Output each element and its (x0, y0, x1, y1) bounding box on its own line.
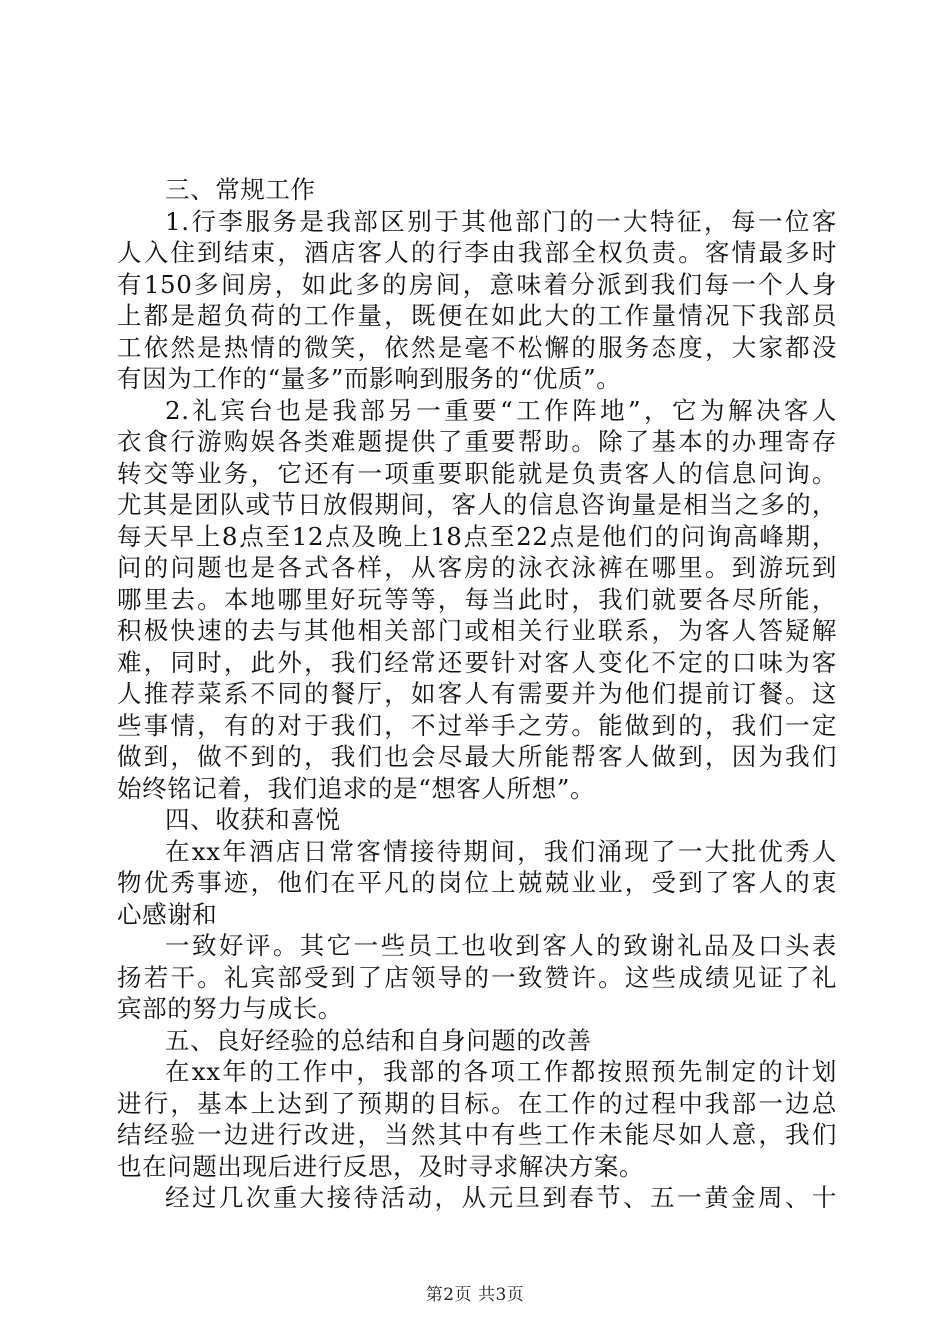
paragraph-line: 积极快速的去与其他相关部门或相关行业联系，为客人答疑解 (117, 616, 837, 645)
paragraph-line: 转交等业务，它还有一项重要职能就是负责客人的信息问询。 (117, 458, 837, 488)
paragraph-line: 人推荐菜系不同的餐厅，如客人有需要并为他们提前订餐。这 (117, 679, 837, 708)
page-number-footer: 第2页 共3页 (425, 1285, 525, 1305)
paragraph-line: 工依然是热情的微笑，依然是毫不松懈的服务态度，大家都没 (117, 332, 837, 362)
paragraph-line: 心感谢和 (117, 899, 218, 929)
section-heading-5: 五、良好经验的总结和自身问题的改善 (165, 1025, 592, 1055)
paragraph-line: 些事情，有的对于我们，不过举手之劳。能做到的，我们一定 (117, 710, 837, 740)
paragraph-line: 经过几次重大接待活动，从元旦到春节、五一黄金周、十 (165, 1183, 837, 1212)
paragraph-line: 2.礼宾台也是我部另一重要“工作阵地”，它为解决客人 (165, 395, 837, 425)
paragraph-line: 在xx年酒店日常客情接待期间，我们涌现了一大批优秀人 (165, 836, 837, 866)
paragraph-line: 做到，做不到的，我们也会尽最大所能帮客人做到，因为我们 (117, 742, 837, 771)
section-heading-4: 四、收获和喜悦 (165, 805, 341, 834)
paragraph-line: 在xx年的工作中，我部的各项工作都按照预先制定的计划 (165, 1057, 837, 1086)
paragraph-line: 有因为工作的“量多”而影响到服务的“优质”。 (117, 364, 622, 393)
paragraph-line: 物优秀事迹，他们在平凡的岗位上兢兢业业，受到了客人的衷 (117, 868, 837, 897)
paragraph-line: 1.行李服务是我部区别于其他部门的一大特征，每一位客 (165, 206, 837, 236)
section-heading-3: 三、常规工作 (165, 175, 316, 204)
paragraph-line: 结经验一边进行改进，当然其中有些工作未能尽如人意，我们 (117, 1120, 837, 1149)
paragraph-line: 也在问题出现后进行反思，及时寻求解决方案。 (117, 1151, 645, 1181)
paragraph-line: 宾部的努力与成长。 (117, 994, 343, 1023)
paragraph-line: 一致好评。其它一些员工也收到客人的致谢礼品及口头表 (165, 931, 837, 960)
paragraph-line: 哪里去。本地哪里好玩等等，每当此时，我们就要各尽所能， (117, 584, 837, 614)
paragraph-line: 难，同时，此外，我们经常还要针对客人变化不定的口味为客 (117, 647, 837, 677)
paragraph-line: 每天早上8点至12点及晚上18点至22点是他们的问询高峰期， (117, 521, 837, 551)
document-body (117, 174, 837, 1214)
paragraph-line: 尤其是团队或节日放假期间，客人的信息咨询量是相当之多的， (117, 490, 837, 519)
paragraph-line: 扬若干。礼宾部受到了店领导的一致赞许。这些成绩见证了礼 (117, 962, 837, 992)
paragraph-line: 有150多间房，如此多的房间，意味着分派到我们每一个人身 (117, 269, 837, 299)
paragraph-line: 进行，基本上达到了预期的目标。在工作的过程中我部一边总 (117, 1088, 837, 1118)
paragraph-line: 衣食行游购娱各类难题提供了重要帮助。除了基本的办理寄存 (117, 427, 837, 456)
paragraph-line: 问的问题也是各式各样，从客房的泳衣泳裤在哪里。到游玩到 (117, 553, 837, 582)
paragraph-line: 人入住到结束，酒店客人的行李由我部全权负责。客情最多时 (117, 238, 837, 267)
paragraph-line: 上都是超负荷的工作量，既便在如此大的工作量情况下我部员 (117, 301, 837, 330)
paragraph-line: 始终铭记着，我们追求的是“想客人所想”。 (117, 773, 596, 803)
